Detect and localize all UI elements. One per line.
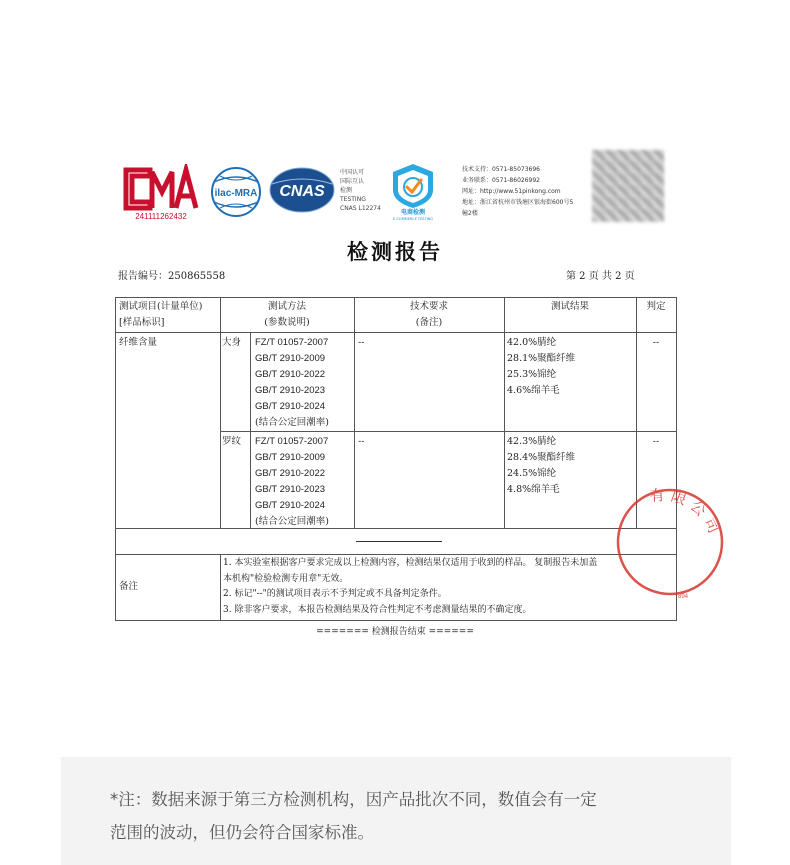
footnote-line: 范围的波动，但仍会符合国家标准。 [110,823,374,842]
company-seal-icon [610,482,730,602]
test-results-table [115,297,677,621]
remark-line: 本机构"检验检测专用章"无效。 [223,573,349,584]
remark-line: 3. 除非客户要求，本报告检测结果及符合性判定不考虑测量结果的不确定度。 [223,604,532,615]
method-line: GB/T 2910-2024 [255,401,326,412]
method-line: GB/T 2910-2024 [255,500,326,511]
ilac-mra-logo [208,166,264,218]
contact-line: 业务联系：0571-86026992 [462,177,540,184]
seal-text: 有限公司 [649,485,726,541]
method-line: GB/T 2910-2023 [255,484,326,495]
contact-line: 技术支持：0571-85073696 [462,166,540,173]
cnas-logo [268,166,336,214]
row-requirement: -- [358,337,365,348]
header-judge: 判定 [646,301,666,312]
ecom-label: 电商检测 [400,209,426,216]
result-line: 28.1%聚酯纤维 [507,353,576,364]
header-method: 测试方法 [267,301,306,312]
remark-line: 2. 标记"--"的测试项目表示不予判定或不具备判定条件。 [223,589,447,599]
row-results [507,434,575,498]
page-info: 第 2 页 共 2 页 [566,271,635,282]
row-methods [255,335,329,431]
header-requirement-sub: (备注) [415,317,443,328]
method-line: FZ/T 01057-2007 [255,436,329,447]
header-result: 测试结果 [550,301,589,312]
result-line: 28.4%聚酯纤维 [507,452,576,463]
row-part: 罗纹 [222,436,242,447]
method-line: GB/T 2910-2009 [255,452,326,463]
ecommerce-testing-logo [383,160,443,220]
cnas-text-line: 中国认可 [340,169,365,176]
method-line: FZ/T 01057-2007 [255,337,329,348]
row-results [507,335,575,399]
result-line: 42.0%腈纶 [507,337,557,348]
contact-line: 网址：http://www.51pinkong.com [462,188,561,195]
cma-logo [120,164,202,222]
method-line: GB/T 2910-2022 [255,468,326,479]
row-part: 大身 [222,337,242,348]
contact-line: 幢2楼 [462,210,478,217]
result-line: 25.3%锦纶 [507,369,557,380]
cnas-label: CNAS [279,183,325,200]
header-item-sub: [样品标识] [119,317,165,328]
cma-code: 241111262432 [135,212,187,221]
method-line: GB/T 2910-2023 [255,385,326,396]
report-title: 检测报告 [347,239,443,264]
header-requirement: 技术要求 [409,301,448,312]
report-number: 报告编号：250865558 [118,271,226,282]
cnas-text-line: CNAS L12274 [340,205,381,212]
method-line: (结合公定回潮率) [255,516,329,527]
header-item: 测试项目(计量单位) [119,301,203,312]
cnas-text-line: 国际互认 [340,178,365,185]
remarks-text [223,556,597,618]
report-end-line: ======= 检测报告结束 ====== [316,627,474,637]
cnas-text [340,168,381,213]
result-line: 42.3%腈纶 [507,436,557,447]
method-line: (结合公定回潮率) [255,417,329,428]
remarks-label: 备注 [119,581,139,592]
ecom-sub: E-COMMERCE TESTING [392,217,434,220]
row-requirement: -- [358,436,365,447]
remark-line: 1. 本实验室根据客户要求完成以上检测内容，检测结果仅适用于收到的样品。 复制报告未加盖 [223,558,598,568]
row-judge: -- [652,436,660,447]
qr-code-icon [592,150,664,222]
ilac-label: ilac-MRA [214,188,258,199]
method-line: GB/T 2910-2022 [255,369,326,380]
result-line: 4.8%绵羊毛 [507,484,560,495]
cnas-text-line: TESTING [340,196,366,203]
contact-line: 地址：浙江省杭州市钱塘区银海街600号5 [462,199,574,206]
cnas-text-line: 检测 [340,187,353,194]
row-judge: -- [652,337,660,348]
row-methods [255,434,329,530]
result-line: 4.6%绵羊毛 [507,385,560,396]
method-line: GB/T 2910-2009 [255,353,326,364]
contact-info [462,164,592,219]
footnote-line: *注：数据来源于第三方检测机构，因产品批次不同，数值会有一定 [110,790,597,809]
result-line: 24.5%锦纶 [507,468,557,479]
header-method-sub: (参数说明) [264,317,310,328]
item-name: 纤维含量 [119,337,158,348]
seal-code: 894 [678,594,689,600]
footnote-text [110,783,710,849]
